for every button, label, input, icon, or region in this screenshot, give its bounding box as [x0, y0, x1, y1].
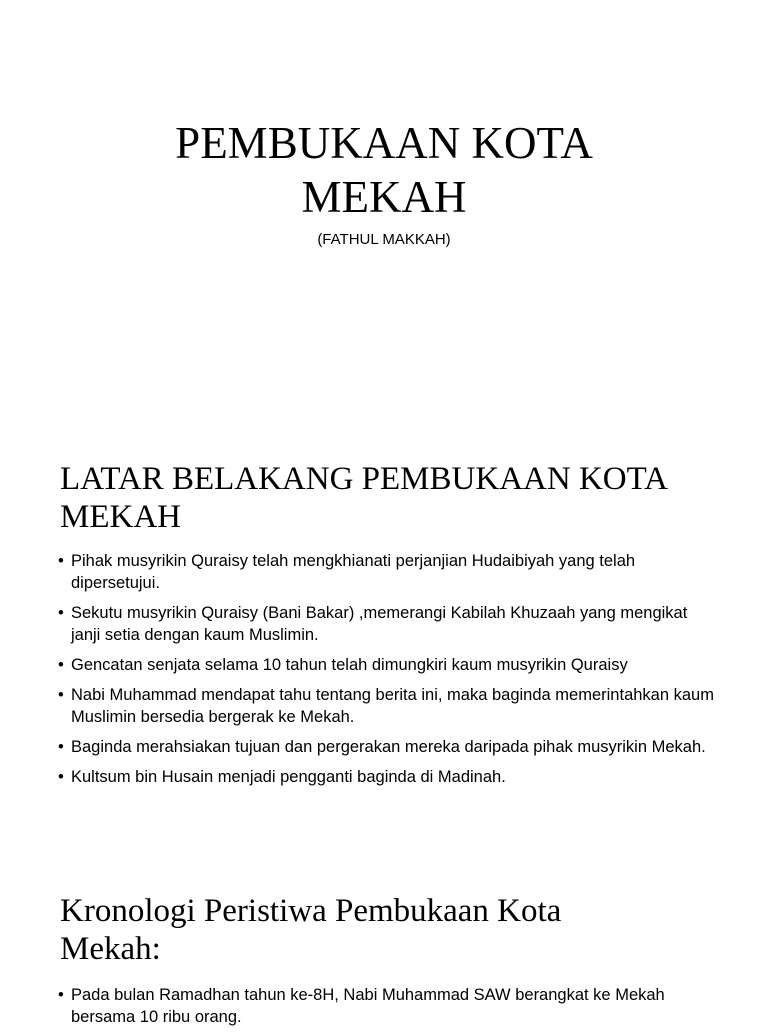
list-item — [58, 984, 718, 1028]
list-item — [58, 654, 718, 676]
bullet-list — [58, 550, 718, 796]
slide-latar-belakang — [0, 432, 768, 864]
slide-heading — [60, 460, 740, 536]
bullet-icon: • — [58, 656, 64, 674]
list-item — [58, 602, 718, 646]
bullet-text: Pada bulan Ramadhan tahun ke-8H, Nabi Muhammad SAW berangkat ke Mekah bersama 10 ribu orang. — [71, 986, 665, 1026]
bullet-list — [58, 984, 718, 1036]
bullet-icon: • — [58, 604, 64, 622]
slide-heading — [60, 892, 740, 968]
heading-line-1: Kronologi Peristiwa Pembukaan Kota — [60, 893, 562, 929]
list-item — [58, 684, 718, 728]
presentation-title — [0, 116, 768, 224]
bullet-icon: • — [58, 768, 64, 786]
heading-line-1: LATAR BELAKANG PEMBUKAAN KOTA — [60, 461, 668, 497]
bullet-text: Pihak musyrikin Quraisy telah mengkhianati perjanjian Hudaibiyah yang telah dipersetujui. — [71, 552, 636, 592]
bullet-text: Sekutu musyrikin Quraisy (Bani Bakar) ,memerangi Kabilah Khuzaah yang mengikat janji setia dengan kaum Muslimin. — [71, 604, 688, 644]
bullet-text: Gencatan senjata selama 10 tahun telah dimungkiri kaum musyrikin Quraisy — [71, 656, 628, 674]
bullet-icon: • — [58, 552, 64, 570]
bullet-icon: • — [58, 986, 64, 1004]
bullet-text: Kultsum bin Husain menjadi pengganti baginda di Madinah. — [71, 768, 506, 786]
list-item — [58, 736, 718, 758]
list-item — [58, 766, 718, 788]
title-line-2: MEKAH — [301, 172, 467, 222]
heading-line-2: MEKAH — [60, 499, 181, 535]
list-item — [58, 550, 718, 594]
slide-kronologi — [0, 864, 768, 1024]
presentation-subtitle: (FATHUL MAKKAH) — [317, 231, 451, 248]
title-line-1: PEMBUKAAN KOTA — [175, 118, 593, 168]
bullet-icon: • — [58, 738, 64, 756]
bullet-text: Nabi Muhammad mendapat tahu tentang berita ini, maka baginda memerintahkan kaum Muslimin bersedia bergerak ke Mekah. — [71, 686, 714, 726]
title-slide — [0, 0, 768, 432]
heading-line-2: Mekah: — [60, 931, 161, 967]
bullet-icon: • — [58, 686, 64, 704]
bullet-text: Baginda merahsiakan tujuan dan pergerakan mereka daripada pihak musyrikin Mekah. — [71, 738, 706, 756]
